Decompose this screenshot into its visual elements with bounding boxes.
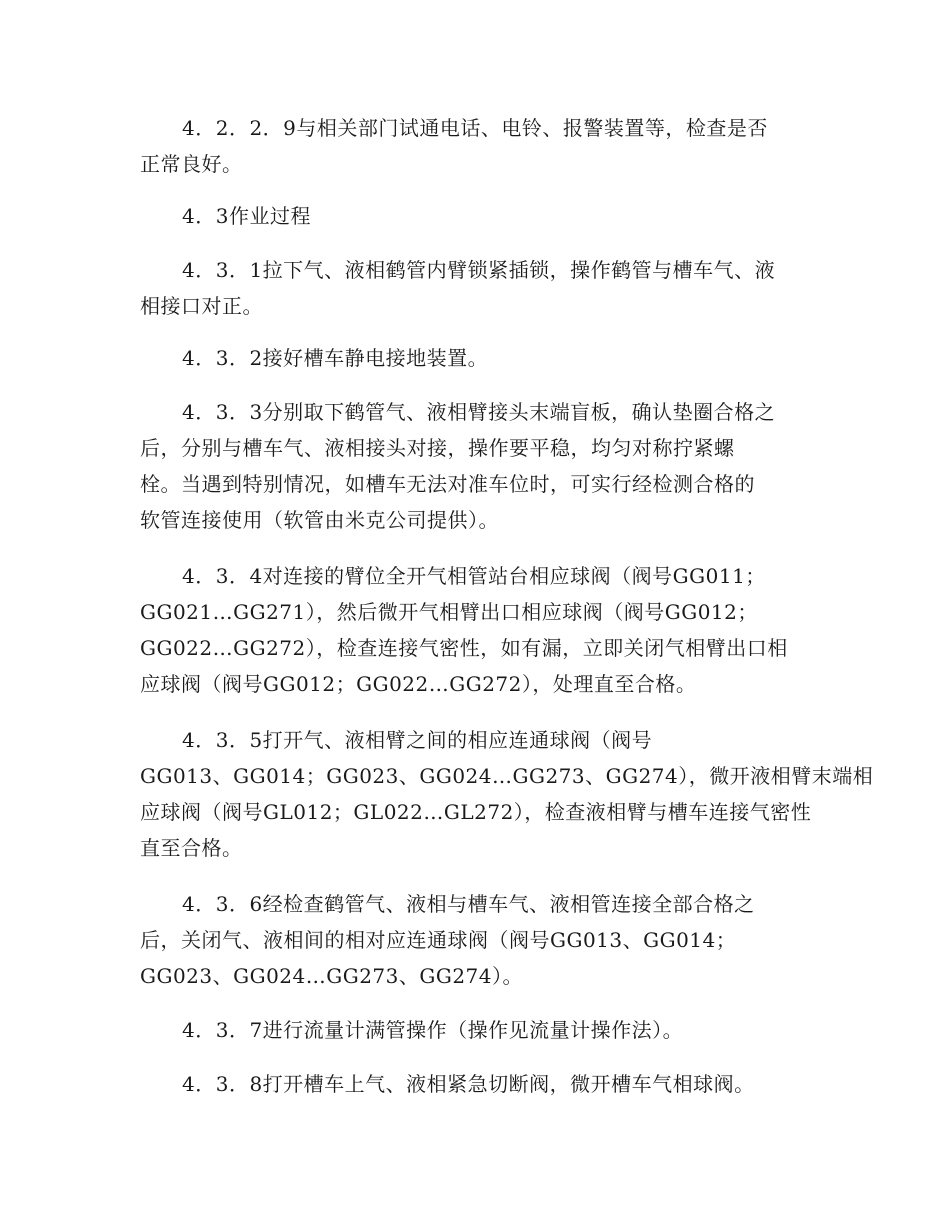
paragraph-line: 相接口对正。 (140, 294, 263, 318)
paragraph-line: 4．3．3分别取下鹤管气、液相臂接头末端盲板，确认垫圈合格之 (182, 400, 776, 424)
paragraph-line: 4．3．2接好槽车静电接地装置。 (182, 346, 489, 370)
paragraph-line: GG021…GG271），然后微开气相臂出口相应球阀（阀号GG012； (140, 600, 758, 624)
paragraph-line: 栓。当遇到特别情况，如槽车无法对准车位时，可实行经检测合格的 (140, 472, 755, 496)
paragraph-4-3-6 (140, 886, 820, 994)
paragraph-line: GG013、GG014；GG023、GG024…GG273、GG274），微开液相臂末端相 (140, 764, 874, 788)
paragraph-4-3-4 (140, 558, 820, 702)
paragraph-4-3-8 (140, 1066, 820, 1102)
paragraph-line: 后，关闭气、液相间的相对应连通球阀（阀号GG013、GG014； (140, 928, 737, 952)
paragraph-4-2-2-9 (140, 110, 820, 182)
section-heading-text: 4．3作业过程 (182, 204, 311, 228)
paragraph-line: 直至合格。 (140, 836, 243, 860)
paragraph-line: GG023、GG024…GG273、GG274）。 (140, 964, 524, 988)
paragraph-line: 4．3．5打开气、液相臂之间的相应连通球阀（阀号 (182, 728, 653, 752)
paragraph-line: 4．3．4对连接的臂位全开气相管站台相应球阀（阀号GG011； (182, 564, 766, 588)
paragraph-line: 正常良好。 (140, 152, 243, 176)
paragraph-line: 4．3．1拉下气、液相鹤管内臂锁紧插锁，操作鹤管与槽车气、液 (182, 258, 776, 282)
paragraph-line: 应球阀（阀号GG012；GG022…GG272），处理直至合格。 (140, 672, 697, 696)
paragraph-line: 4．3．8打开槽车上气、液相紧急切断阀，微开槽车气相球阀。 (182, 1072, 755, 1096)
paragraph-4-3-3 (140, 394, 820, 538)
paragraph-line: 软管连接使用（软管由米克公司提供）。 (140, 508, 499, 532)
paragraph-line: 应球阀（阀号GL012；GL022…GL272），检查液相臂与槽车连接气密性 (140, 800, 812, 824)
paragraph-line: 4．3．7进行流量计满管操作（操作见流量计操作法）。 (182, 1018, 684, 1042)
paragraph-4-3-2 (140, 340, 820, 376)
paragraph-line: 4．2．2．9与相关部门试通电话、电铃、报警装置等，检查是否 (182, 116, 768, 140)
section-heading-4-3 (140, 198, 820, 234)
paragraph-line: 后，分别与槽车气、液相接头对接，操作要平稳，均匀对称拧紧螺 (140, 436, 735, 460)
paragraph-4-3-7 (140, 1012, 820, 1048)
paragraph-4-3-5 (140, 722, 874, 866)
paragraph-4-3-1 (140, 252, 820, 324)
paragraph-line: GG022…GG272），检查连接气密性，如有漏，立即关闭气相臂出口相 (140, 636, 788, 660)
paragraph-line: 4．3．6经检查鹤管气、液相与槽车气、液相管连接全部合格之 (182, 892, 755, 916)
